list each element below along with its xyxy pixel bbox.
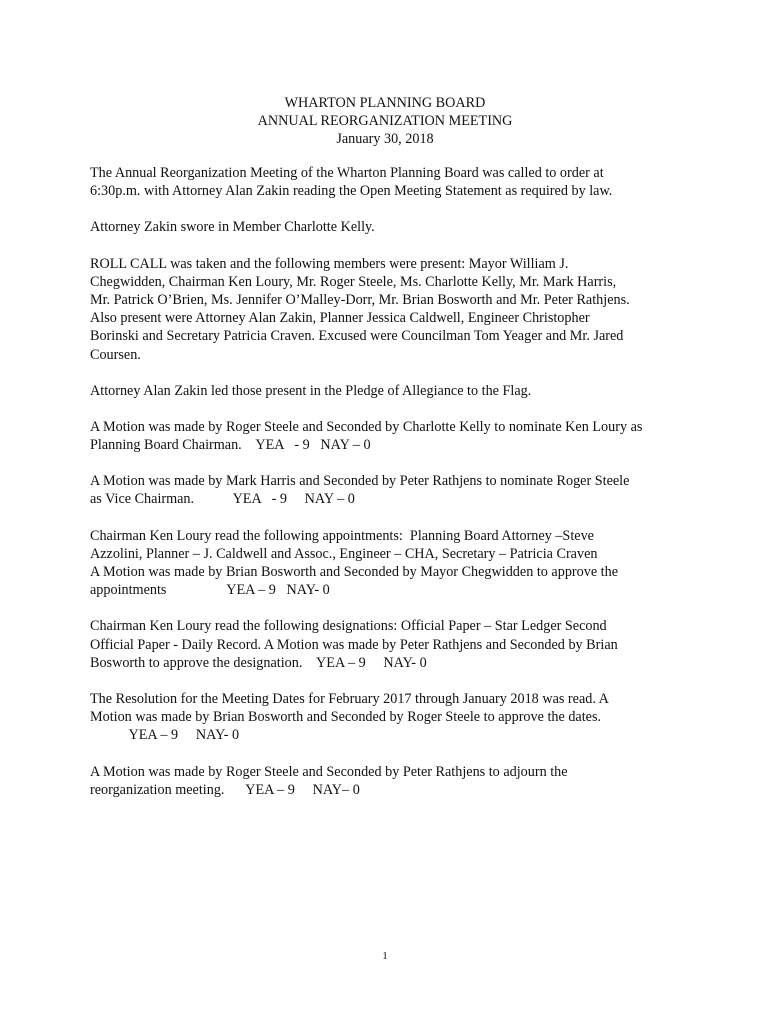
- meeting-date: January 30, 2018: [336, 131, 434, 147]
- paragraph-appointments: [90, 527, 700, 600]
- page-number: 1: [382, 950, 388, 962]
- text-line: A Motion was made by Roger Steele and Seconded by Charlotte Kelly to nominate Ken Loury as: [90, 418, 643, 435]
- paragraph-call-to-order: [90, 164, 700, 200]
- text-line: Planning Board Chairman. YEA - 9 NAY – 0: [90, 437, 371, 454]
- board-name-title: WHARTON PLANNING BOARD: [284, 95, 486, 111]
- meeting-name-title: ANNUAL REORGANIZATION MEETING: [257, 113, 513, 129]
- text-line: as Vice Chairman. YEA - 9 NAY – 0: [90, 491, 355, 508]
- text-line: ROLL CALL was taken and the following members were present: Mayor William J.: [90, 255, 569, 272]
- text-line: Motion was made by Brian Bosworth and Seconded by Roger Steele to approve the dates.: [90, 709, 602, 726]
- text-line: Also present were Attorney Alan Zakin, Planner Jessica Caldwell, Engineer Christopher: [90, 310, 590, 327]
- text-line: 6:30p.m. with Attorney Alan Zakin reading the Open Meeting Statement as required by law.: [90, 183, 613, 200]
- document-header: [0, 94, 770, 148]
- paragraph-pledge: [90, 382, 700, 400]
- text-line: YEA – 9 NAY- 0: [90, 727, 240, 744]
- text-line: Chairman Ken Loury read the following appointments: Planning Board Attorney –Steve: [90, 527, 594, 544]
- text-line: The Resolution for the Meeting Dates for February 2017 through January 2018 was read. A: [90, 690, 609, 707]
- text-line: Azzolini, Planner – J. Caldwell and Assoc., Engineer – CHA, Secretary – Patricia Craven: [90, 545, 598, 562]
- document-body: [90, 164, 700, 817]
- text-line: Official Paper - Daily Record. A Motion was made by Peter Rathjens and Seconded by Brian: [90, 636, 618, 653]
- text-line: Mr. Patrick O’Brien, Ms. Jennifer O’Malley-Dorr, Mr. Brian Bosworth and Mr. Peter Rathjens.: [90, 291, 630, 308]
- text-line: Borinski and Secretary Patricia Craven. Excused were Councilman Tom Yeager and Mr. Jared: [90, 328, 624, 345]
- text-line: Attorney Alan Zakin led those present in the Pledge of Allegiance to the Flag.: [90, 382, 532, 399]
- text-line: The Annual Reorganization Meeting of the Wharton Planning Board was called to order at: [90, 165, 604, 181]
- text-line: A Motion was made by Brian Bosworth and Seconded by Mayor Chegwidden to approve the: [90, 564, 618, 580]
- paragraph-motion-chairman: [90, 418, 700, 454]
- text-line: A Motion was made by Roger Steele and Seconded by Peter Rathjens to adjourn the: [90, 763, 568, 780]
- paragraph-designations: [90, 617, 700, 672]
- paragraph-roll-call: [90, 255, 700, 364]
- text-line: Attorney Zakin swore in Member Charlotte Kelly.: [90, 219, 375, 236]
- paragraph-swearing-in: [90, 218, 700, 236]
- text-line: Chegwidden, Chairman Ken Loury, Mr. Roger Steele, Ms. Charlotte Kelly, Mr. Mark Harris,: [90, 273, 617, 290]
- paragraph-motion-vice-chairman: [90, 472, 700, 508]
- text-line: Chairman Ken Loury read the following designations: Official Paper – Star Ledger Second: [90, 618, 607, 635]
- text-line: A Motion was made by Mark Harris and Seconded by Peter Rathjens to nominate Roger Steele: [90, 473, 630, 490]
- text-line: reorganization meeting. YEA – 9 NAY– 0: [90, 781, 360, 798]
- text-line: Coursen.: [90, 346, 141, 363]
- paragraph-adjournment: [90, 763, 700, 799]
- paragraph-meeting-dates-resolution: [90, 690, 700, 745]
- text-line: Bosworth to approve the designation. YEA – 9 NAY- 0: [90, 654, 427, 671]
- text-line: appointments YEA – 9 NAY- 0: [90, 582, 330, 599]
